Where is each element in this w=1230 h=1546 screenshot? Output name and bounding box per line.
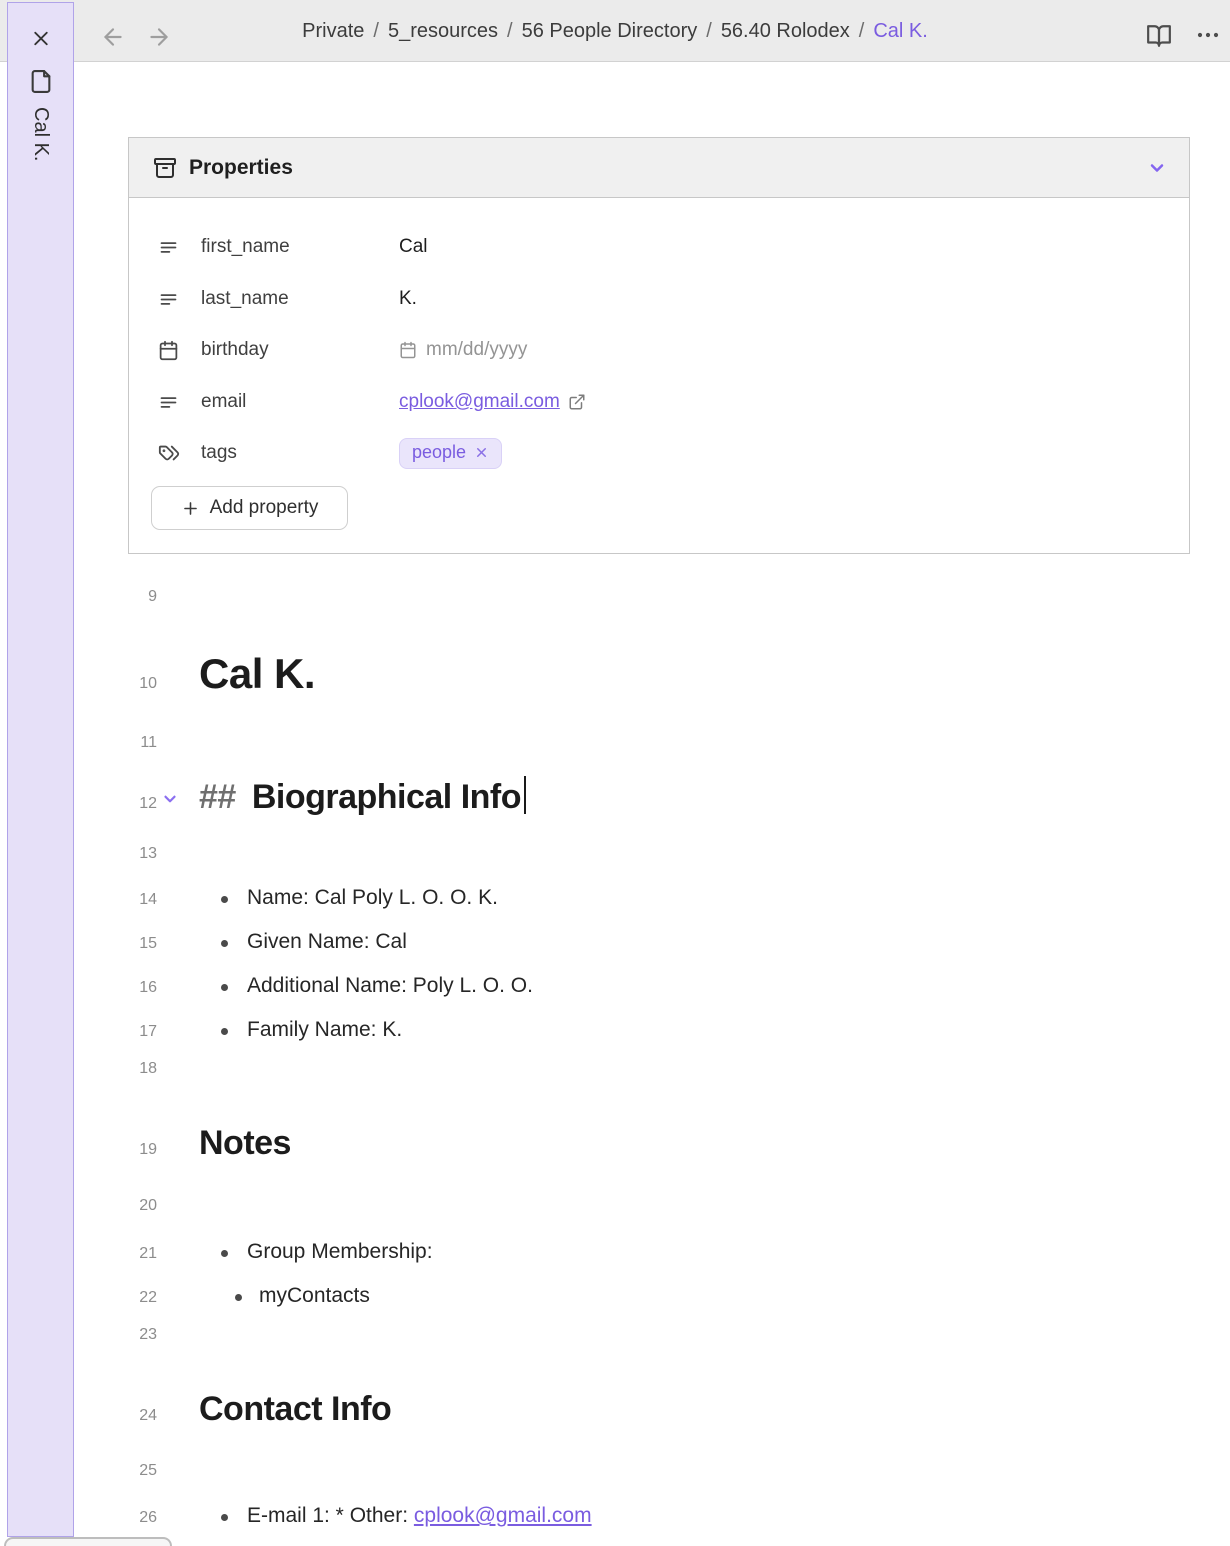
- editor-line-bullet-nested[interactable]: [75, 1284, 1230, 1308]
- line-number: 14: [139, 891, 157, 908]
- property-row-tags: [129, 430, 1189, 476]
- breadcrumb-item[interactable]: 5_resources: [387, 19, 499, 42]
- bullet-icon: [235, 1294, 242, 1301]
- property-key[interactable]: last_name: [201, 288, 289, 309]
- archive-box-icon: [153, 156, 177, 180]
- date-placeholder: mm/dd/yyyy: [426, 339, 528, 360]
- section-heading[interactable]: Notes: [199, 1124, 291, 1162]
- line-number: 22: [139, 1289, 157, 1306]
- line-number: 15: [139, 935, 157, 952]
- bullet-text[interactable]: E-mail 1: * Other:: [247, 1504, 414, 1527]
- line-number: 9: [148, 588, 157, 605]
- chevron-down-icon[interactable]: [1147, 158, 1167, 178]
- line-number: 18: [139, 1060, 157, 1077]
- line-number: 13: [139, 845, 157, 862]
- line-number: 10: [139, 675, 157, 692]
- reading-view-icon[interactable]: [1146, 23, 1172, 49]
- property-row-last-name: [129, 276, 1189, 322]
- editor-line[interactable]: [75, 845, 1230, 863]
- bullet-text[interactable]: Name: Cal Poly L. O. O. K.: [247, 886, 498, 909]
- line-number: 16: [139, 979, 157, 996]
- property-row-birthday: [129, 327, 1189, 373]
- editor-line-heading1[interactable]: [75, 650, 1230, 698]
- editor-line-bullet[interactable]: [75, 1504, 1230, 1528]
- line-number: 26: [139, 1509, 157, 1526]
- editor-line[interactable]: [75, 588, 1230, 606]
- properties-panel: [128, 137, 1190, 554]
- editor-line-heading2[interactable]: [75, 1124, 1230, 1163]
- line-number: 24: [139, 1407, 157, 1424]
- bullet-icon: [221, 940, 228, 947]
- property-row-first-name: [129, 224, 1189, 270]
- editor-line[interactable]: [75, 1326, 1230, 1344]
- breadcrumb-item[interactable]: 56 People Directory: [521, 19, 698, 42]
- breadcrumb-current[interactable]: Cal K.: [873, 19, 928, 42]
- text-property-icon[interactable]: [158, 289, 179, 310]
- heading-text[interactable]: Biographical Info: [251, 778, 522, 816]
- property-key[interactable]: email: [201, 391, 247, 412]
- breadcrumb-item[interactable]: 56.40 Rolodex: [720, 19, 850, 42]
- bullet-text[interactable]: Given Name: Cal: [247, 930, 407, 953]
- editor-line-bullet[interactable]: [75, 974, 1230, 998]
- email-property-link[interactable]: cplook@gmail.com: [399, 391, 560, 412]
- bullet-icon: [221, 1028, 228, 1035]
- calendar-small-icon: [399, 341, 417, 359]
- breadcrumb: [0, 0, 1230, 62]
- stacked-tab-spine[interactable]: [7, 2, 74, 1537]
- editor-line[interactable]: [75, 734, 1230, 752]
- properties-header[interactable]: [129, 138, 1189, 198]
- view-header: [0, 0, 1230, 62]
- date-input[interactable]: [399, 339, 527, 361]
- breadcrumb-separator: /: [373, 19, 379, 42]
- editor-line[interactable]: [75, 1060, 1230, 1078]
- breadcrumb-separator: /: [706, 19, 712, 42]
- bullet-icon: [221, 1250, 228, 1257]
- add-property-label: Add property: [209, 497, 319, 518]
- bullet-icon: [221, 1514, 228, 1521]
- property-key[interactable]: tags: [201, 442, 237, 463]
- editor-line-bullet[interactable]: [75, 1018, 1230, 1042]
- bullet-text[interactable]: Group Membership:: [247, 1240, 433, 1263]
- editor-line-bullet[interactable]: [75, 1240, 1230, 1264]
- editor-line-bullet[interactable]: [75, 886, 1230, 910]
- tag-pill[interactable]: [399, 438, 502, 469]
- properties-title: Properties: [189, 155, 293, 179]
- tag-label[interactable]: people: [412, 441, 467, 462]
- close-tab-icon[interactable]: [29, 27, 52, 50]
- file-icon: [28, 69, 53, 94]
- breadcrumb-item[interactable]: Private: [302, 19, 365, 42]
- property-key[interactable]: first_name: [201, 236, 290, 257]
- editor-line-bullet[interactable]: [75, 930, 1230, 954]
- bullet-text[interactable]: Family Name: K.: [247, 1018, 403, 1041]
- line-number: 12: [139, 795, 157, 812]
- bullet-text[interactable]: myContacts: [259, 1284, 370, 1307]
- add-property-button[interactable]: [151, 486, 348, 530]
- line-number: 19: [139, 1141, 157, 1158]
- calendar-icon[interactable]: [158, 340, 179, 361]
- bullet-icon: [221, 896, 228, 903]
- bullet-text[interactable]: Additional Name: Poly L. O. O.: [247, 974, 533, 997]
- more-options-icon[interactable]: [1196, 30, 1220, 40]
- bullet-icon: [221, 984, 228, 991]
- text-property-icon[interactable]: [158, 237, 179, 258]
- markdown-hash-syntax: ##: [199, 778, 236, 816]
- line-number: 21: [139, 1245, 157, 1262]
- text-cursor: [524, 776, 526, 814]
- editor-line-heading2[interactable]: [75, 1390, 1230, 1429]
- collapse-chevron-icon[interactable]: [161, 790, 179, 808]
- line-number: 20: [139, 1197, 157, 1214]
- editor-line-heading2[interactable]: [75, 776, 1230, 817]
- line-number: 17: [139, 1023, 157, 1040]
- remove-tag-icon[interactable]: [474, 445, 489, 460]
- property-row-email: [129, 379, 1189, 425]
- line-number: 25: [139, 1462, 157, 1479]
- editor-line[interactable]: [75, 1197, 1230, 1215]
- line-number: 23: [139, 1326, 157, 1343]
- line-number: 11: [140, 734, 157, 751]
- property-value[interactable]: K.: [399, 288, 417, 309]
- horizontal-scrollbar[interactable]: [4, 1537, 172, 1546]
- section-heading[interactable]: Contact Info: [199, 1390, 392, 1428]
- email-link[interactable]: cplook@gmail.com: [413, 1504, 592, 1527]
- editor-line[interactable]: [75, 1462, 1230, 1480]
- tags-icon[interactable]: [158, 442, 180, 464]
- breadcrumb-separator: /: [858, 19, 865, 42]
- breadcrumb-separator: /: [507, 19, 513, 42]
- text-property-icon[interactable]: [158, 392, 179, 413]
- external-link-icon[interactable]: [568, 393, 586, 411]
- section-heading[interactable]: [199, 776, 526, 817]
- property-key[interactable]: birthday: [201, 339, 269, 360]
- plus-icon: [181, 499, 200, 518]
- property-value[interactable]: Cal: [399, 236, 428, 257]
- tab-title-vertical[interactable]: Cal K.: [30, 107, 52, 162]
- note-title-heading[interactable]: Cal K.: [199, 650, 316, 697]
